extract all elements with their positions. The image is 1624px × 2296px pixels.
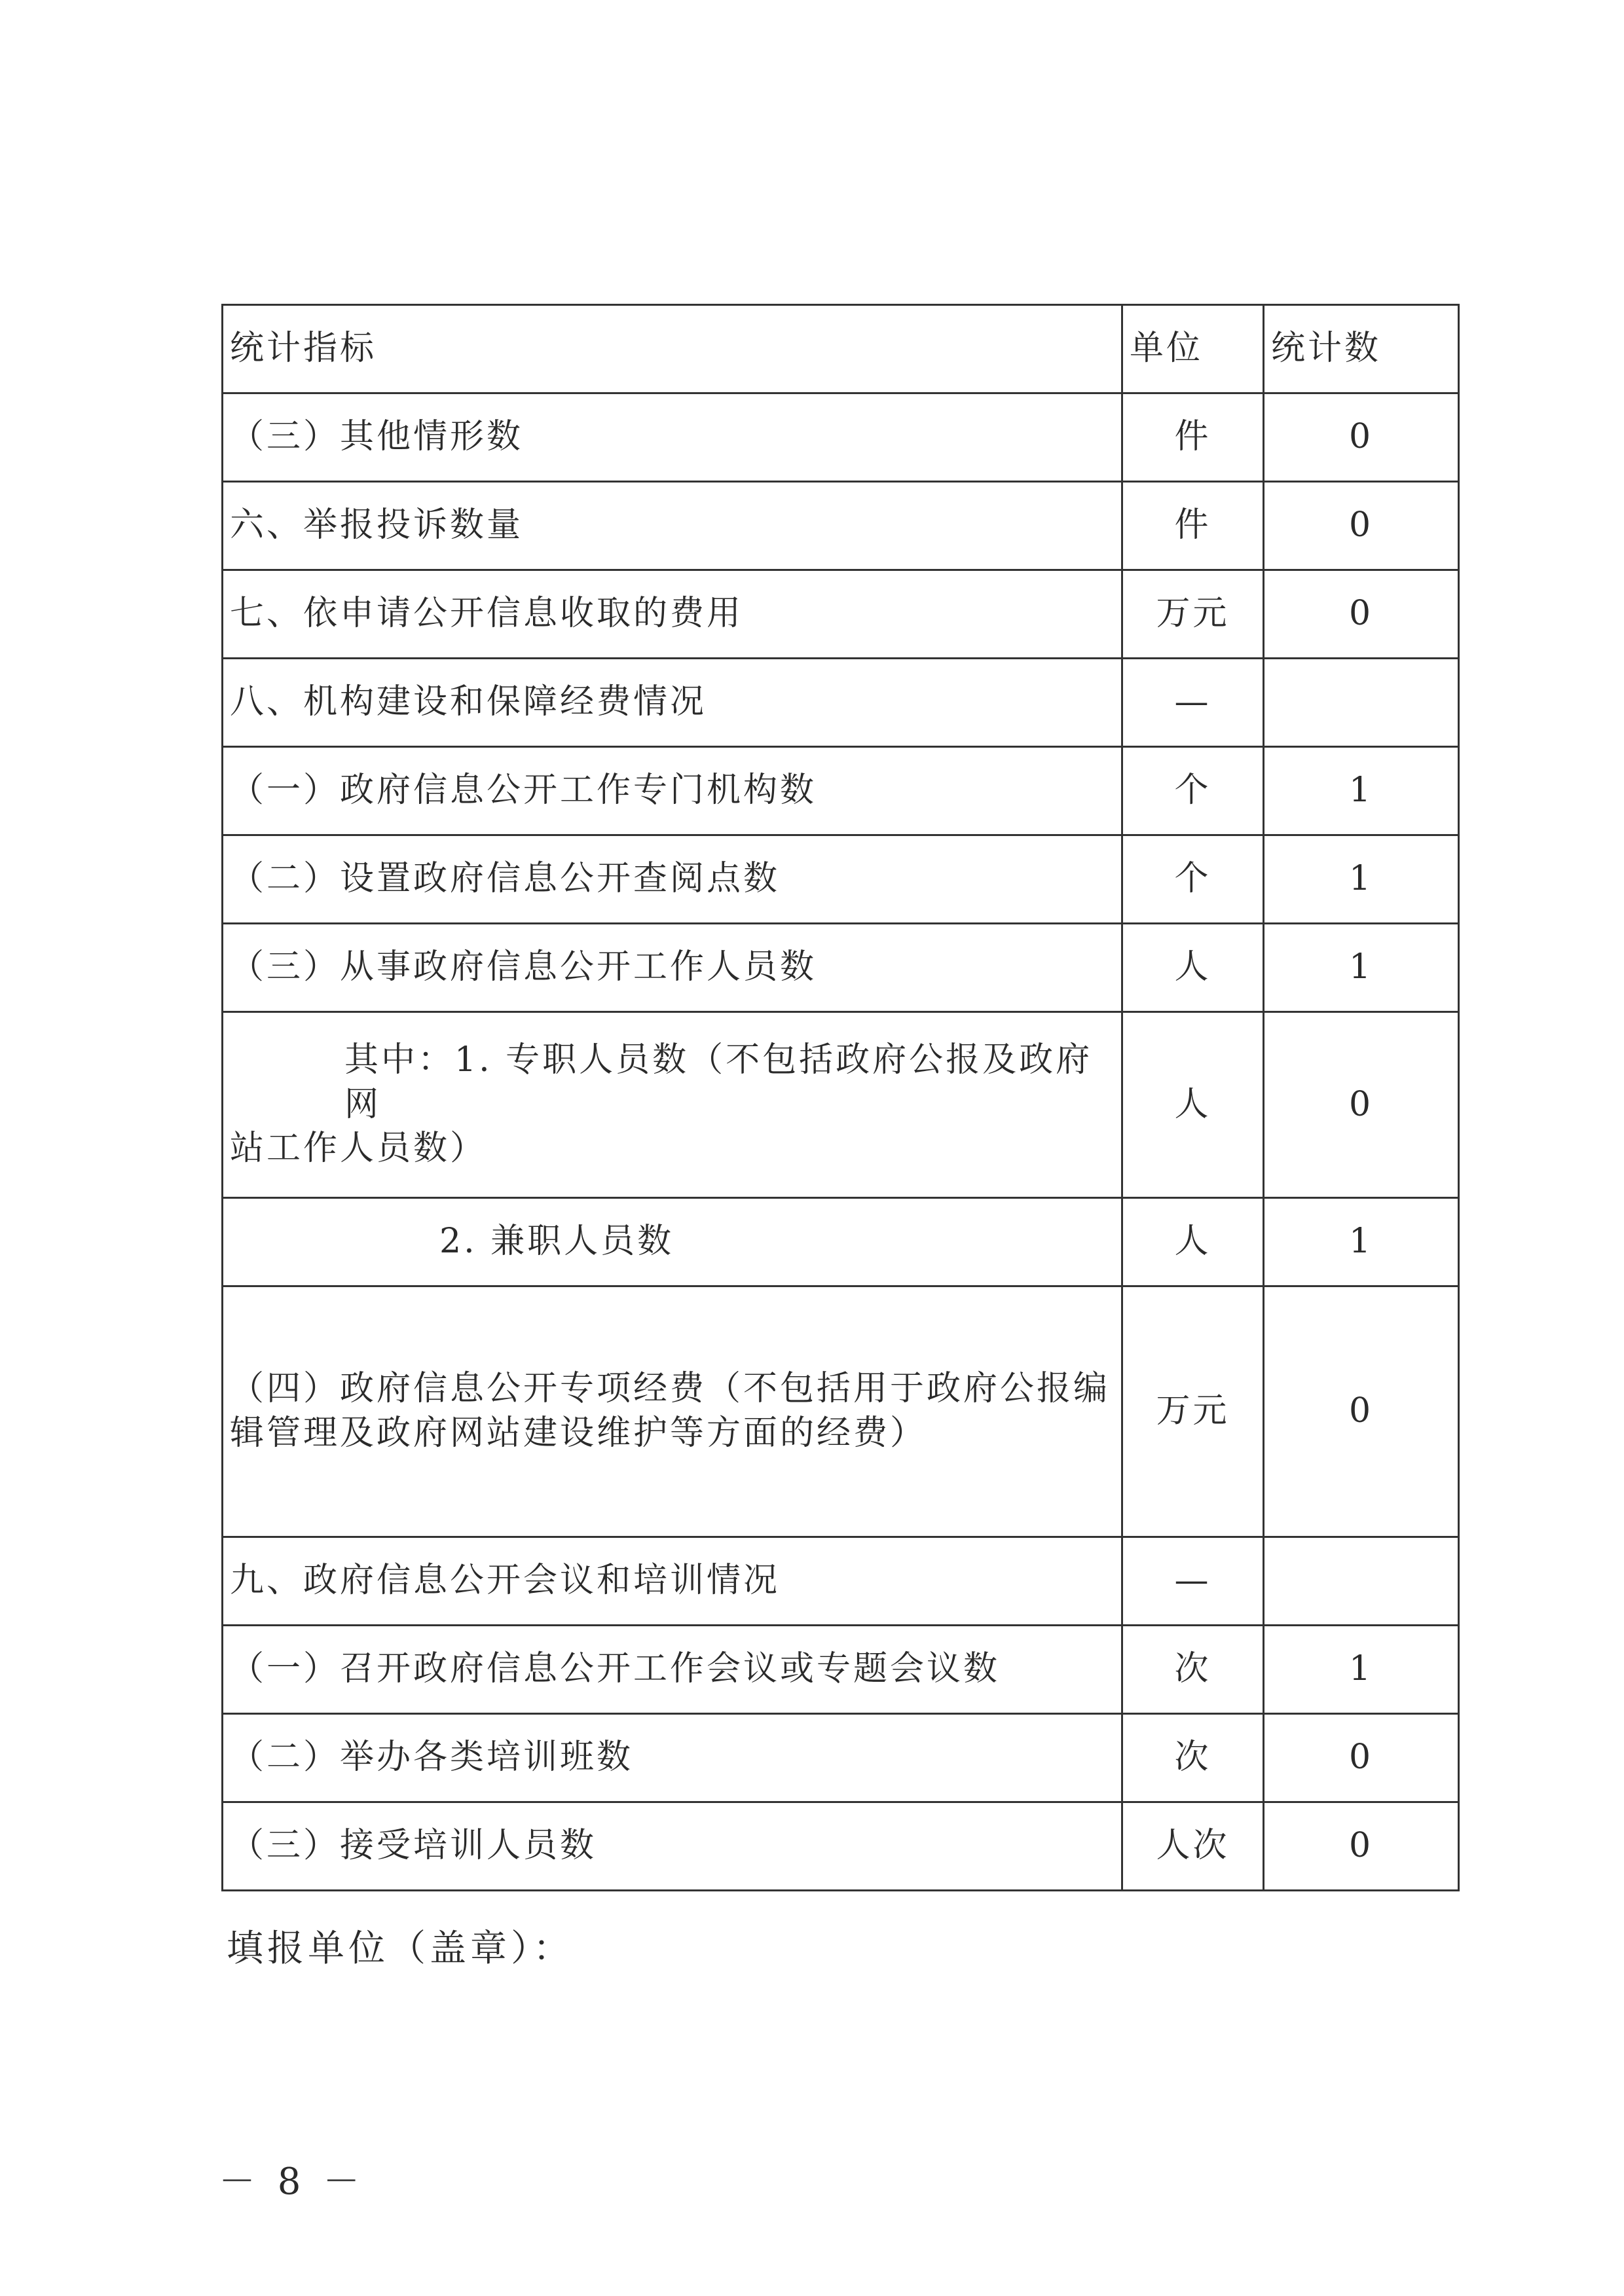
row-label-text: 2. 兼职人员数: [439, 1222, 674, 1262]
table-row: [223, 659, 1459, 747]
row-count: 0: [1264, 1802, 1459, 1891]
row-unit: 万元: [1122, 1286, 1264, 1537]
row-count: 1: [1264, 747, 1459, 835]
row-count: 0: [1264, 1012, 1459, 1198]
row-unit: —: [1122, 1537, 1264, 1626]
table-row: [223, 1714, 1459, 1802]
row-unit: —: [1122, 659, 1264, 747]
row-label: （三）接受培训人员数: [223, 1802, 1122, 1891]
row-label-line-2: 辑管理及政府网站建设维护等方面的经费）: [230, 1413, 927, 1453]
table-row: [223, 1537, 1459, 1626]
table-row: [223, 1198, 1459, 1286]
row-label: （一）政府信息公开工作专门机构数: [223, 747, 1122, 835]
row-unit: 个: [1122, 747, 1264, 835]
row-label-line-1: （四）政府信息公开专项经费（不包括用于政府公报编: [230, 1369, 1111, 1409]
table-row: [223, 747, 1459, 835]
row-label: 八、机构建设和保障经费情况: [223, 659, 1122, 747]
table-header-row: [223, 305, 1459, 393]
statistics-table: [221, 304, 1460, 1891]
row-unit: 万元: [1122, 570, 1264, 659]
row-count: 0: [1264, 570, 1459, 659]
table-row: [223, 1286, 1459, 1537]
table-row: [223, 482, 1459, 570]
row-count: 1: [1264, 924, 1459, 1012]
row-count: [1264, 1537, 1459, 1626]
row-label: 七、依申请公开信息收取的费用: [223, 570, 1122, 659]
row-unit: 人次: [1122, 1802, 1264, 1891]
row-label: （三）从事政府信息公开工作人员数: [223, 924, 1122, 1012]
row-count: 0: [1264, 1714, 1459, 1802]
row-count: [1264, 659, 1459, 747]
row-count: 1: [1264, 835, 1459, 924]
table-row: [223, 1802, 1459, 1891]
header-indicator: 统计指标: [223, 305, 1122, 393]
row-label: （二）设置政府信息公开查阅点数: [223, 835, 1122, 924]
row-unit: 人: [1122, 924, 1264, 1012]
table-row: [223, 1626, 1459, 1714]
table-row: [223, 835, 1459, 924]
row-count: 0: [1264, 1286, 1459, 1537]
table-row: [223, 1012, 1459, 1198]
table-row: [223, 570, 1459, 659]
row-unit: 个: [1122, 835, 1264, 924]
page-number: － 8 －: [219, 2160, 365, 2203]
row-label: 九、政府信息公开会议和培训情况: [223, 1537, 1122, 1626]
row-label: [223, 1012, 1122, 1198]
reporting-unit-seal-label: 填报单位（盖章）：: [227, 1927, 574, 1970]
row-unit: 件: [1122, 393, 1264, 482]
header-count: 统计数: [1264, 305, 1459, 393]
row-label-line-1: 其中：1. 专职人员数（不包括政府公报及政府网: [344, 1040, 1093, 1124]
table-row: [223, 393, 1459, 482]
row-label: （一）召开政府信息公开工作会议或专题会议数: [223, 1626, 1122, 1714]
row-unit: 次: [1122, 1626, 1264, 1714]
row-label: [223, 1286, 1122, 1537]
row-unit: 次: [1122, 1714, 1264, 1802]
row-count: 0: [1264, 482, 1459, 570]
row-label: （三）其他情形数: [223, 393, 1122, 482]
row-count: 1: [1264, 1198, 1459, 1286]
row-label: （二）举办各类培训班数: [223, 1714, 1122, 1802]
table-row: [223, 924, 1459, 1012]
header-unit: 单位: [1122, 305, 1264, 393]
row-count: 0: [1264, 393, 1459, 482]
row-unit: 人: [1122, 1012, 1264, 1198]
row-label: 六、举报投诉数量: [223, 482, 1122, 570]
row-label-line-2: 站工作人员数）: [230, 1129, 487, 1169]
row-unit: 件: [1122, 482, 1264, 570]
row-unit: 人: [1122, 1198, 1264, 1286]
row-label: [223, 1198, 1122, 1286]
row-count: 1: [1264, 1626, 1459, 1714]
